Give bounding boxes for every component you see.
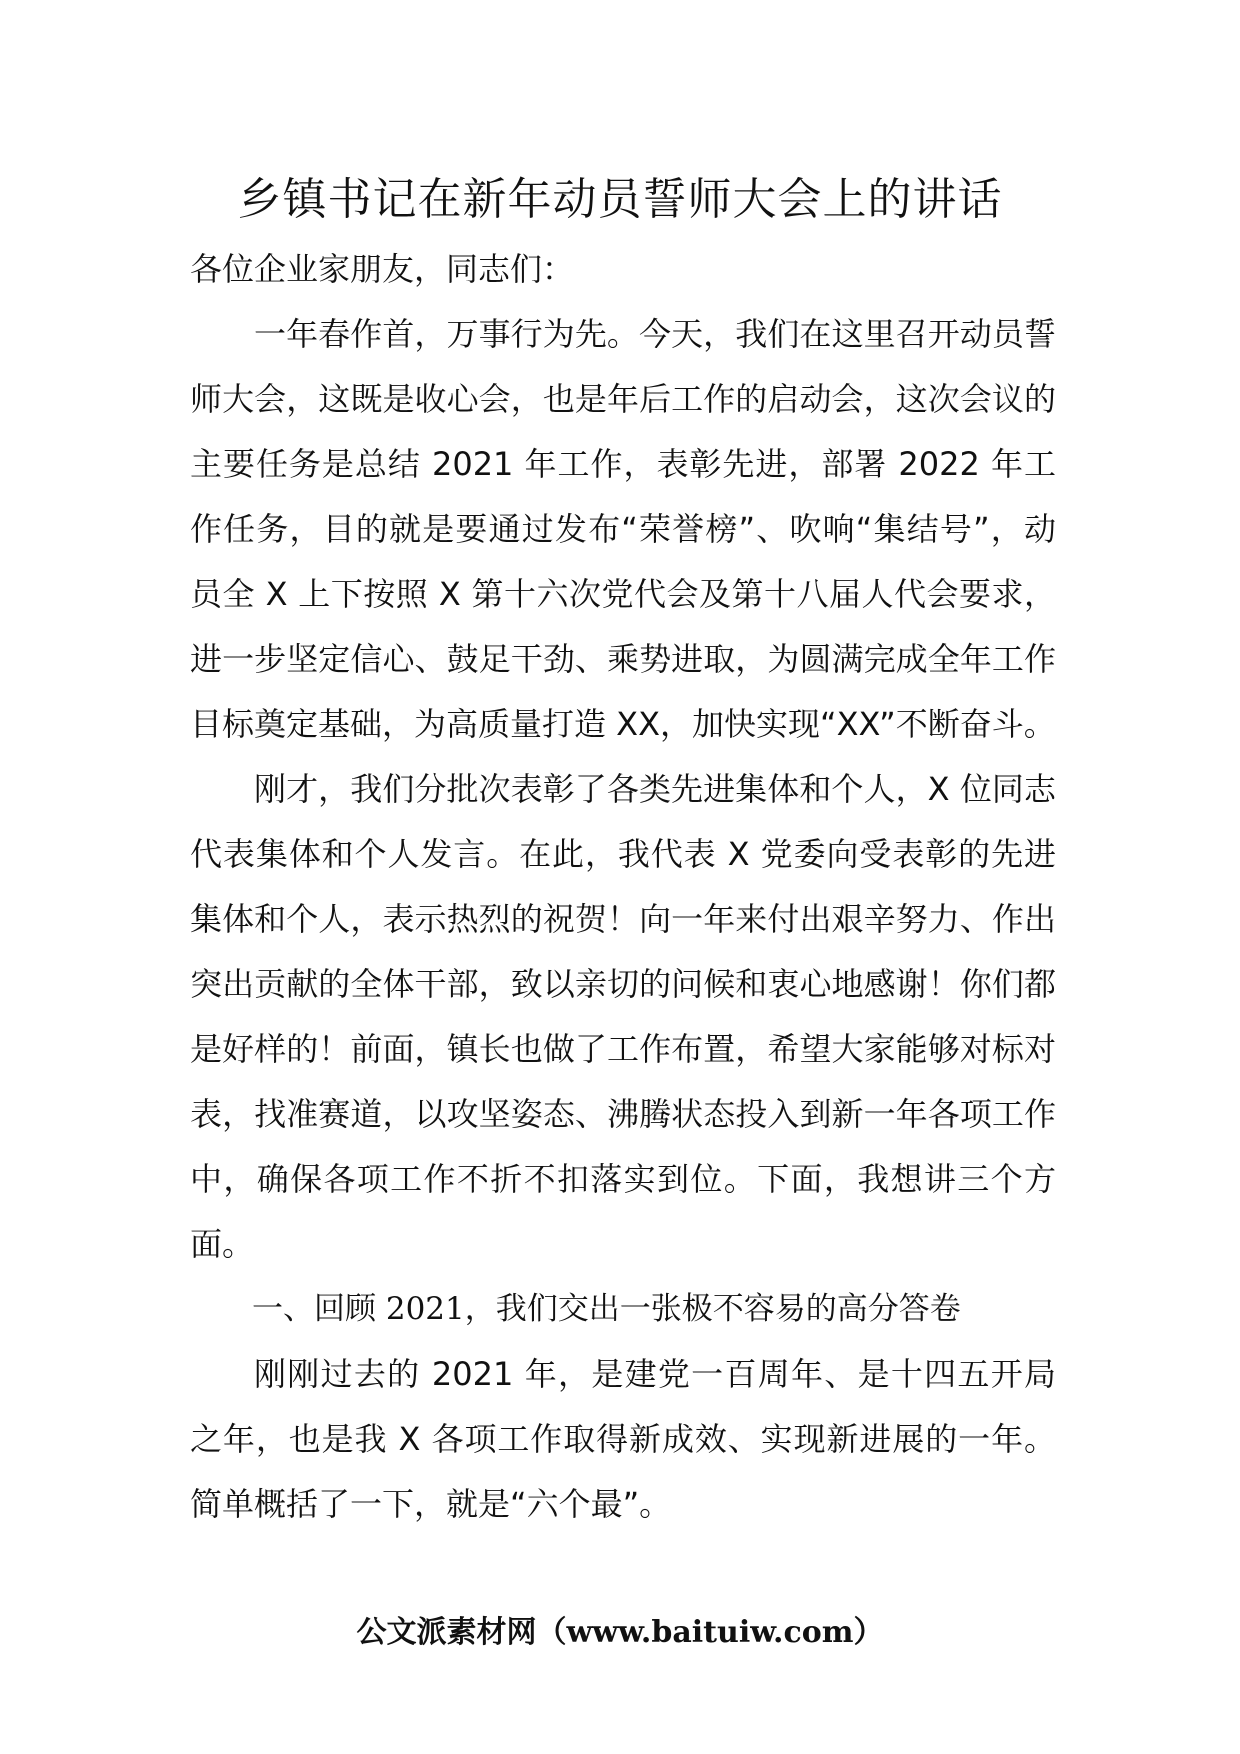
salutation: 各位企业家朋友，同志们： [190,250,575,288]
paragraph-review: 刚刚过去的 2021 年，是建党一百周年、是十四五开局之年，也是我 X 各项工作取得新成效、实现新进展的一年。简单概括了一下，就是“六个最”。 [190,1355,1056,1523]
document-body [190,237,1056,1537]
document-title: 乡镇书记在新年动员誓师大会上的讲话 [237,174,1003,225]
section-heading: 一、回顾 2021，我们交出一张极不容易的高分答卷 [252,1291,961,1327]
paragraph-opening: 一年春作首，万事行为先。今天，我们在这里召开动员誓师大会，这既是收心会，也是年后工作的启动会，这次会议的主要任务是总结 2021 年工作，表彰先进，部署 2022 年工作任务，目的就是要通过发布“荣誉榜”、吹响“集结号”，动员全 X 上下按照 X 第十六次党代会及第十八届人代会要求，进一步坚定信心、鼓足干劲、乘势进取，为圆满完成全年工作目标奠定基础，为高质量打造 XX，加快实现“XX”不断奋斗。 [190,315,1056,743]
footer-watermark: 公文派素材网（www.baituiw.com） [356,1615,884,1650]
paragraph-commendation: 刚才，我们分批次表彰了各类先进集体和个人，X 位同志代表集体和个人发言。在此，我代表 X 党委向受表彰的先进集体和个人，表示热烈的祝贺！向一年来付出艰辛努力、作出突出贡献的全体干部，致以亲切的问候和衷心地感谢！你们都是好样的！前面，镇长也做了工作布置，希望大家能够对标对表，找准赛道，以攻坚姿态、沸腾状态投入到新一年各项工作中，确保各项工作不折不扣落实到位。下面，我想讲三个方面。 [190,770,1056,1263]
